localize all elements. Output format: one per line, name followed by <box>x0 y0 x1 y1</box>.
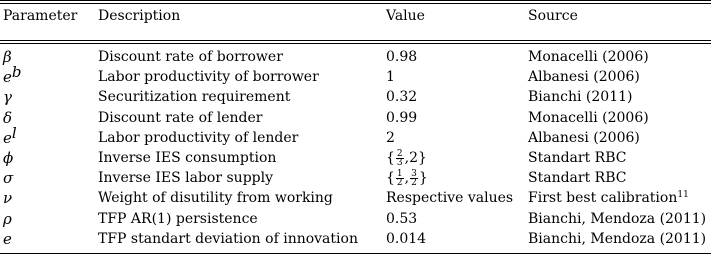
table-row <box>0 123 711 148</box>
parameter-source: Bianchi, Mendoza (2011) <box>528 230 707 247</box>
value-close-brace: } <box>418 170 428 187</box>
table-top-rule-inner <box>0 3 711 4</box>
table-header-rule-outer <box>0 40 711 41</box>
parameter-source: Monacelli (2006) <box>528 49 649 65</box>
parameter-description: TFP standart deviation of innovation <box>98 230 358 247</box>
table-header-row <box>0 6 711 26</box>
table-row <box>0 188 711 208</box>
parameter-symbol: γ <box>3 88 12 107</box>
parameter-source: Monacelli (2006) <box>528 109 649 126</box>
header-parameter: Parameter <box>3 8 78 24</box>
parameter-description: Weight of disutility from working <box>98 190 333 207</box>
parameter-superscript: b <box>11 63 22 82</box>
parameter-source: Bianchi, Mendoza (2011) <box>528 210 707 227</box>
parameter-symbol: ν <box>3 189 13 208</box>
footnote-marker: 11 <box>677 190 689 201</box>
parameter-source-group <box>528 188 689 208</box>
value-fraction <box>396 150 404 167</box>
parameter-value <box>386 168 428 188</box>
parameter-description: Discount rate of lender <box>98 109 263 126</box>
table-row <box>0 168 711 188</box>
value-fraction <box>396 170 404 187</box>
parameter-description: Labor productivity of lender <box>98 129 299 146</box>
value-separator: , <box>404 170 410 187</box>
parameter-source: First best calibration <box>528 190 678 207</box>
parameter-superscript: l <box>11 123 17 142</box>
fraction-numerator: 1 <box>396 169 403 180</box>
parameter-value: 0.98 <box>386 49 418 65</box>
parameter-symbol: e <box>3 229 12 248</box>
parameter-source: Standart RBC <box>528 149 627 166</box>
parameter-description: Labor productivity of borrower <box>98 69 319 86</box>
table-row <box>0 229 711 249</box>
table-row <box>0 108 711 128</box>
fraction-numerator: 2 <box>396 148 403 159</box>
value-fraction <box>410 170 418 187</box>
parameter-symbol: δ <box>3 108 13 127</box>
parameter-description: Discount rate of borrower <box>98 49 283 65</box>
parameter-description: Inverse IES labor supply <box>98 170 274 187</box>
parameter-value: 0.32 <box>386 89 418 106</box>
table-row <box>0 87 711 107</box>
parameter-symbol: ϕ <box>3 148 14 167</box>
parameter-symbol-group <box>3 123 17 149</box>
parameter-symbol: ρ <box>3 209 12 228</box>
value-rest: ,2} <box>404 149 427 166</box>
fraction-denominator: 2 <box>396 178 403 189</box>
table-header-rule-inner <box>0 43 711 44</box>
value-open-brace: { <box>386 149 395 166</box>
parameter-description: Securitization requirement <box>98 89 291 106</box>
parameter-source: Albanesi (2006) <box>528 129 640 146</box>
parameter-value: 0.53 <box>386 210 418 227</box>
parameter-source: Bianchi (2011) <box>528 89 633 106</box>
parameter-symbol: σ <box>3 169 14 188</box>
parameter-source: Standart RBC <box>528 170 627 187</box>
parameter-value: 0.99 <box>386 109 418 126</box>
parameter-value: Respective values <box>386 190 514 207</box>
table-row <box>0 47 711 67</box>
table-row <box>0 63 711 87</box>
table-body <box>0 47 711 249</box>
value-open-brace: { <box>386 170 395 187</box>
parameter-value: 1 <box>386 69 395 86</box>
header-value: Value <box>386 8 425 24</box>
header-source: Source <box>528 8 578 24</box>
parameter-description: Inverse IES consumption <box>98 149 277 166</box>
parameter-value: 0.014 <box>386 230 427 247</box>
parameter-value: 2 <box>386 129 395 146</box>
fraction-denominator: 2 <box>411 178 417 189</box>
parameter-value <box>386 148 427 168</box>
header-description: Description <box>98 8 181 24</box>
parameter-description: TFP AR(1) persistence <box>98 210 258 227</box>
parameter-symbol-group <box>3 63 22 88</box>
parameter-symbol: e <box>3 68 12 87</box>
parameter-symbol: β <box>3 48 12 66</box>
fraction-denominator: 3 <box>396 157 403 168</box>
table-row <box>0 148 711 168</box>
table-top-rule-outer <box>0 0 711 1</box>
parameter-source: Albanesi (2006) <box>528 69 640 86</box>
fraction-numerator: 3 <box>411 169 417 180</box>
parameter-symbol: e <box>3 128 12 147</box>
table-row <box>0 209 711 229</box>
